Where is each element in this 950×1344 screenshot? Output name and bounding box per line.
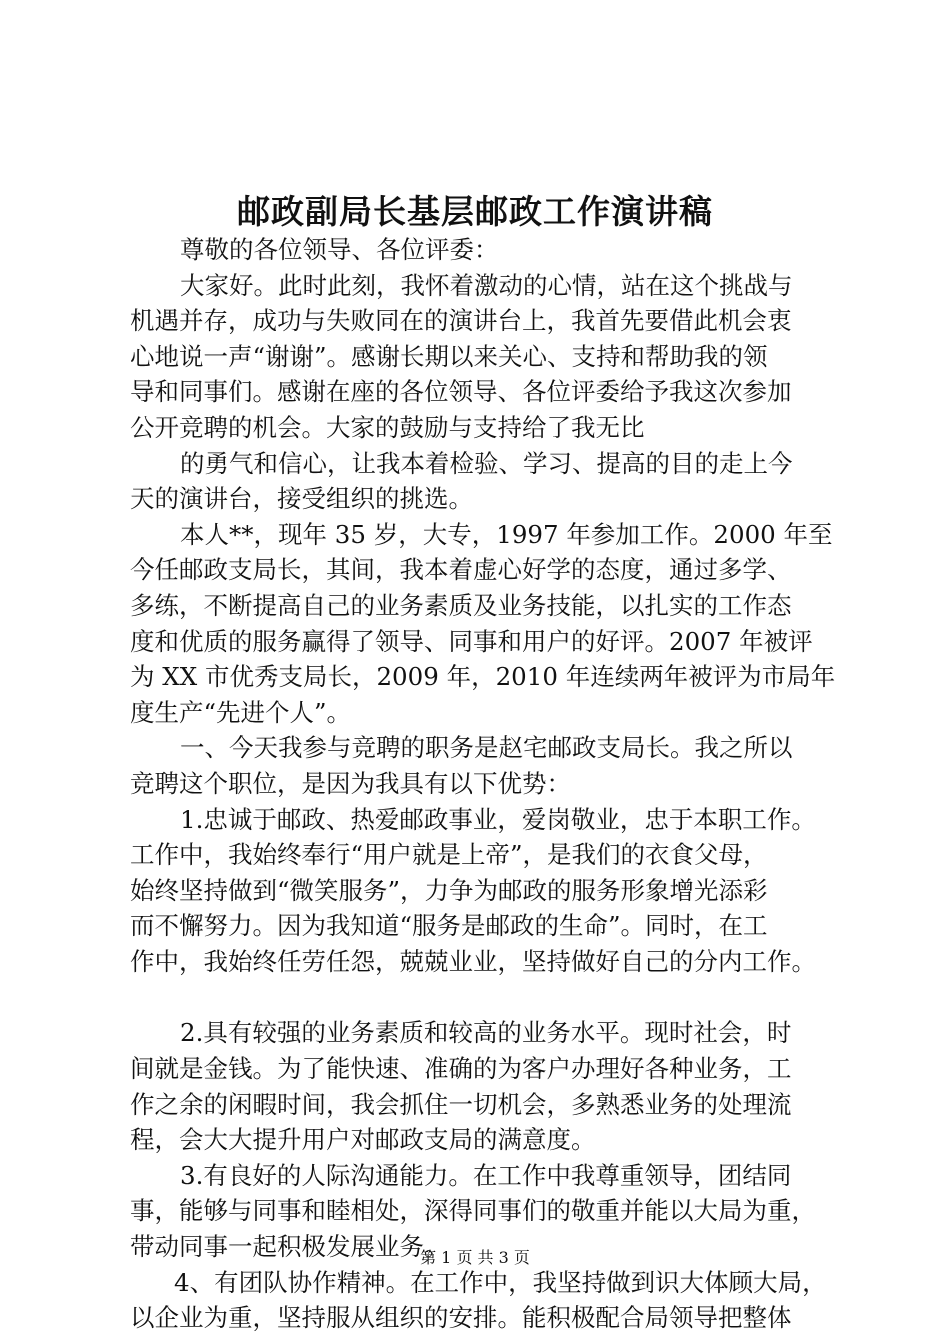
paragraph-line: 度生产“先进个人”。 — [130, 697, 352, 727]
paragraph-line: 今任邮政支局长，其间，我本着虚心好学的态度，通过多学、 — [130, 555, 792, 585]
paragraph-line: 带动同事一起积极发展业务。 — [130, 1232, 449, 1262]
paragraph-line: 本人**，现年 35 岁，大专，1997 年参加工作。2000 年至 — [180, 519, 833, 549]
paragraph-line: 天的演讲台，接受组织的挑选。 — [130, 484, 473, 514]
paragraph-line: 的勇气和信心，让我本着检验、学习、提高的目的走上今 — [180, 448, 793, 478]
paragraph-line: 大家好。此时此刻，我怀着激动的心情，站在这个挑战与 — [180, 270, 793, 300]
paragraph-line: 始终坚持做到“微笑服务”，力争为邮政的服务形象增光添彩 — [130, 875, 768, 905]
paragraph-line: 多练，不断提高自己的业务素质及业务技能，以扎实的工作态 — [130, 590, 792, 620]
paragraph-line: 心地说一声“谢谢”。感谢长期以来关心、支持和帮助我的领 — [130, 341, 768, 371]
paragraph-line: 工作中，我始终奉行“用户就是上帝”，是我们的衣食父母， — [130, 840, 768, 870]
paragraph-line: 一、今天我参与竞聘的职务是赵宅邮政支局长。我之所以 — [180, 733, 793, 763]
paragraph-line: 为 XX 市优秀支局长，2009 年，2010 年连续两年被评为市局年 — [130, 662, 836, 692]
paragraph-line: 以企业为重，坚持服从组织的安排。能积极配合局领导把整体 — [130, 1303, 792, 1333]
paragraph-line: 导和同事们。感谢在座的各位领导、各位评委给予我这次参加 — [130, 377, 792, 407]
paragraph-line: 尊敬的各位领导、各位评委： — [180, 235, 499, 264]
blank-line — [130, 979, 850, 1015]
paragraph-line: 机遇并存，成功与失败同在的演讲台上，我首先要借此机会衷 — [130, 306, 792, 336]
document-title: 邮政副局长基层邮政工作演讲稿 — [237, 192, 713, 231]
document-body — [130, 232, 850, 1336]
paragraph-line: 间就是金钱。为了能快速、准确的为客户办理好各种业务，工 — [130, 1054, 792, 1084]
paragraph-line: 作之余的闲暇时间，我会抓住一切机会，多熟悉业务的处理流 — [130, 1089, 792, 1119]
paragraph-line: 公开竞聘的机会。大家的鼓励与支持给了我无比 — [130, 412, 645, 442]
paragraph-line: 程，会大大提升用户对邮政支局的满意度。 — [130, 1125, 596, 1155]
paragraph-line: 竞聘这个职位，是因为我具有以下优势： — [130, 768, 571, 798]
paragraph-line: 2.具有较强的业务素质和较高的业务水平。现时社会，时 — [180, 1018, 792, 1048]
paragraph-line: 3.有良好的人际沟通能力。在工作中我尊重领导，团结同 — [180, 1160, 792, 1190]
page-footer: 第 1 页 共 3 页 — [420, 1248, 530, 1267]
paragraph-line: 4、有团队协作精神。在工作中，我坚持做到识大体顾大局， — [174, 1267, 827, 1297]
paragraph-line: 1.忠诚于邮政、热爱邮政事业，爱岗敬业，忠于本职工作。 — [180, 804, 816, 834]
paragraph-line: 事，能够与同事和睦相处，深得同事们的敬重并能以大局为重， — [130, 1196, 816, 1226]
paragraph-line: 度和优质的服务赢得了领导、同事和用户的好评。2007 年被评 — [130, 626, 813, 656]
paragraph-line: 而不懈努力。因为我知道“服务是邮政的生命”。同时，在工 — [130, 911, 768, 941]
paragraph-line: 作中，我始终任劳任怨，兢兢业业，坚持做好自己的分内工作。 — [130, 946, 816, 976]
